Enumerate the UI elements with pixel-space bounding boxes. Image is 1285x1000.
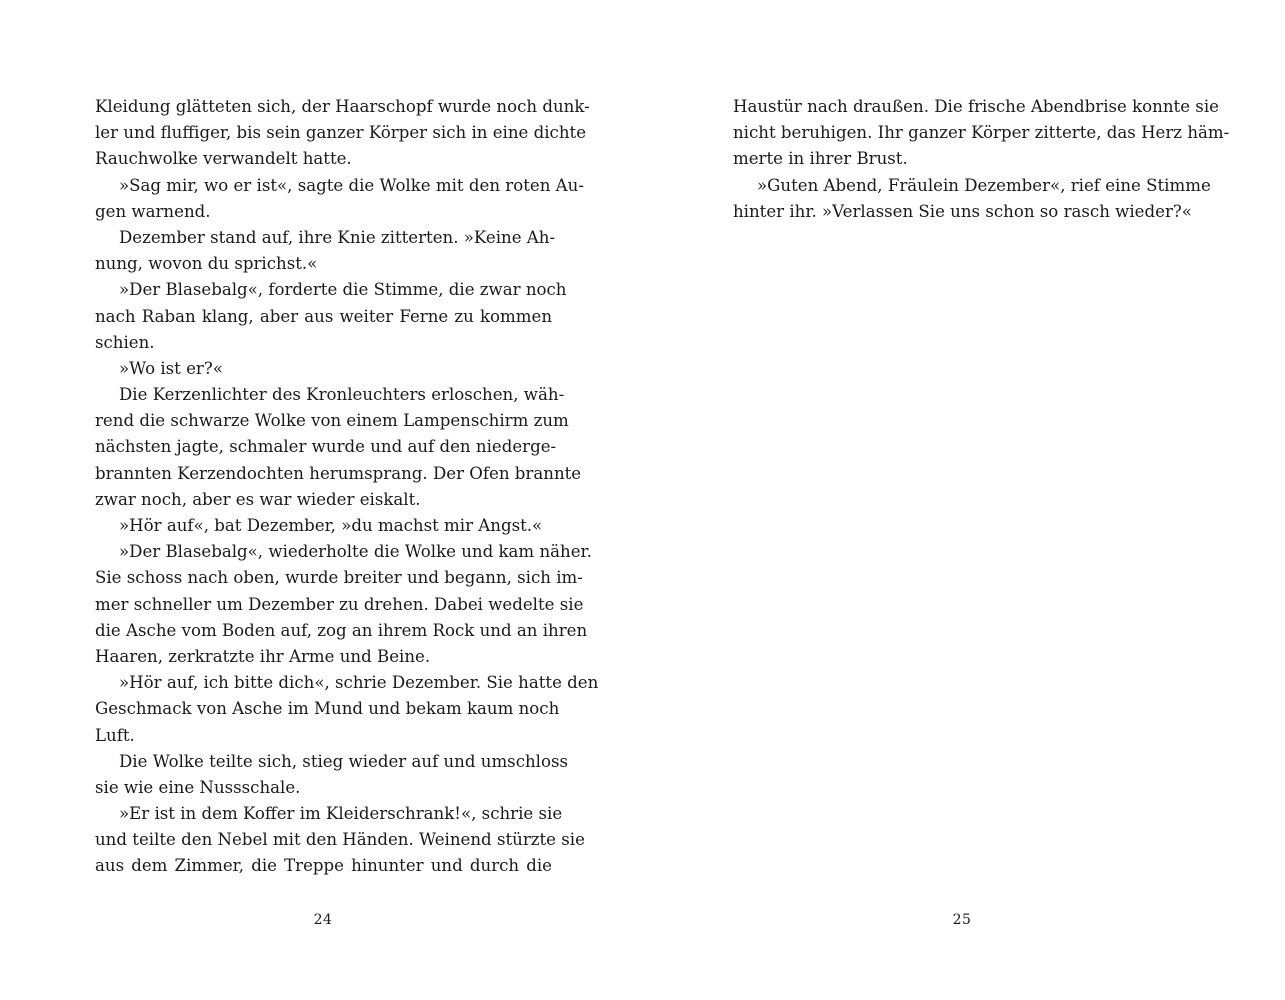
text-line: nung, wovon du sprichst.« xyxy=(95,254,318,274)
text-line: und teilte den Nebel mit den Händen. Weinend stürzte sie xyxy=(95,830,585,850)
text-line: »Der Blasebalg«, wiederholte die Wolke und kam näher. xyxy=(119,542,592,562)
text-line: schien. xyxy=(95,332,155,352)
text-line: Kleidung glätteten sich, der Haarschopf wurde noch dunk- xyxy=(95,97,590,116)
text-line: mer schneller um Dezember zu drehen. Dabei wedelte sie xyxy=(95,594,584,614)
text-line: »Hör auf, ich bitte dich«, schrie Dezember. Sie hatte den xyxy=(119,673,599,693)
text-line: nach Raban klang, aber aus weiter Ferne zu kommen xyxy=(95,306,552,326)
left-page xyxy=(95,94,599,880)
text-line: Sie schoss nach oben, wurde breiter und begann, sich im- xyxy=(95,568,583,588)
text-line: merte in ihrer Brust. xyxy=(733,149,908,169)
text-line: Rauchwolke verwandelt hatte. xyxy=(95,149,352,169)
text-line: »Guten Abend, Fräulein Dezember«, rief eine Stimme xyxy=(757,175,1211,195)
text-line: Die Wolke teilte sich, stieg wieder auf und umschloss xyxy=(119,751,569,771)
text-line: zwar noch, aber es war wieder eiskalt. xyxy=(95,489,421,509)
text-line: nächsten jagte, schmaler wurde und auf den niederge- xyxy=(95,437,557,457)
text-line: »Hör auf«, bat Dezember, »du machst mir Angst.« xyxy=(119,516,543,535)
text-line: »Der Blasebalg«, forderte die Stimme, die zwar noch xyxy=(119,280,567,300)
text-line: nicht beruhigen. Ihr ganzer Körper zitterte, das Herz häm- xyxy=(733,123,1230,143)
text-line: aus dem Zimmer, die Treppe hinunter und durch die xyxy=(95,856,552,876)
text-line: brannten Kerzendochten herumsprang. Der Ofen brannte xyxy=(95,463,582,483)
text-line: »Sag mir, wo er ist«, sagte die Wolke mit den roten Au- xyxy=(119,175,584,195)
text-line: Die Kerzenlichter des Kronleuchters erloschen, wäh- xyxy=(119,385,565,405)
text-line: Geschmack von Asche im Mund und bekam kaum noch xyxy=(95,699,560,719)
text-line: die Asche vom Boden auf, zog an ihrem Rock und an ihren xyxy=(95,620,588,640)
page-number-right: 25 xyxy=(952,912,972,928)
text-line: Dezember stand auf, ihre Knie zitterten. »Keine Ah- xyxy=(119,227,556,247)
text-line: rend die schwarze Wolke von einem Lampenschirm zum xyxy=(95,411,569,431)
text-line: sie wie eine Nussschale. xyxy=(95,777,301,797)
text-line: Luft. xyxy=(95,725,135,745)
text-line: hinter ihr. »Verlassen Sie uns schon so rasch wieder?« xyxy=(733,201,1192,221)
text-line: Haaren, zerkratzte ihr Arme und Beine. xyxy=(95,646,431,666)
text-line: »Wo ist er?« xyxy=(119,358,223,378)
text-line: gen warnend. xyxy=(95,201,211,221)
text-line: Haustür nach draußen. Die frische Abendbrise konnte sie xyxy=(733,97,1219,116)
page-number-left: 24 xyxy=(313,912,333,928)
text-line: ler und fluffiger, bis sein ganzer Körper sich in eine dichte xyxy=(95,123,587,143)
left-page-text xyxy=(95,94,599,880)
text-line: »Er ist in dem Koffer im Kleiderschrank!«, schrie sie xyxy=(119,804,563,824)
right-page-text xyxy=(733,94,1230,225)
right-page xyxy=(733,94,1230,225)
